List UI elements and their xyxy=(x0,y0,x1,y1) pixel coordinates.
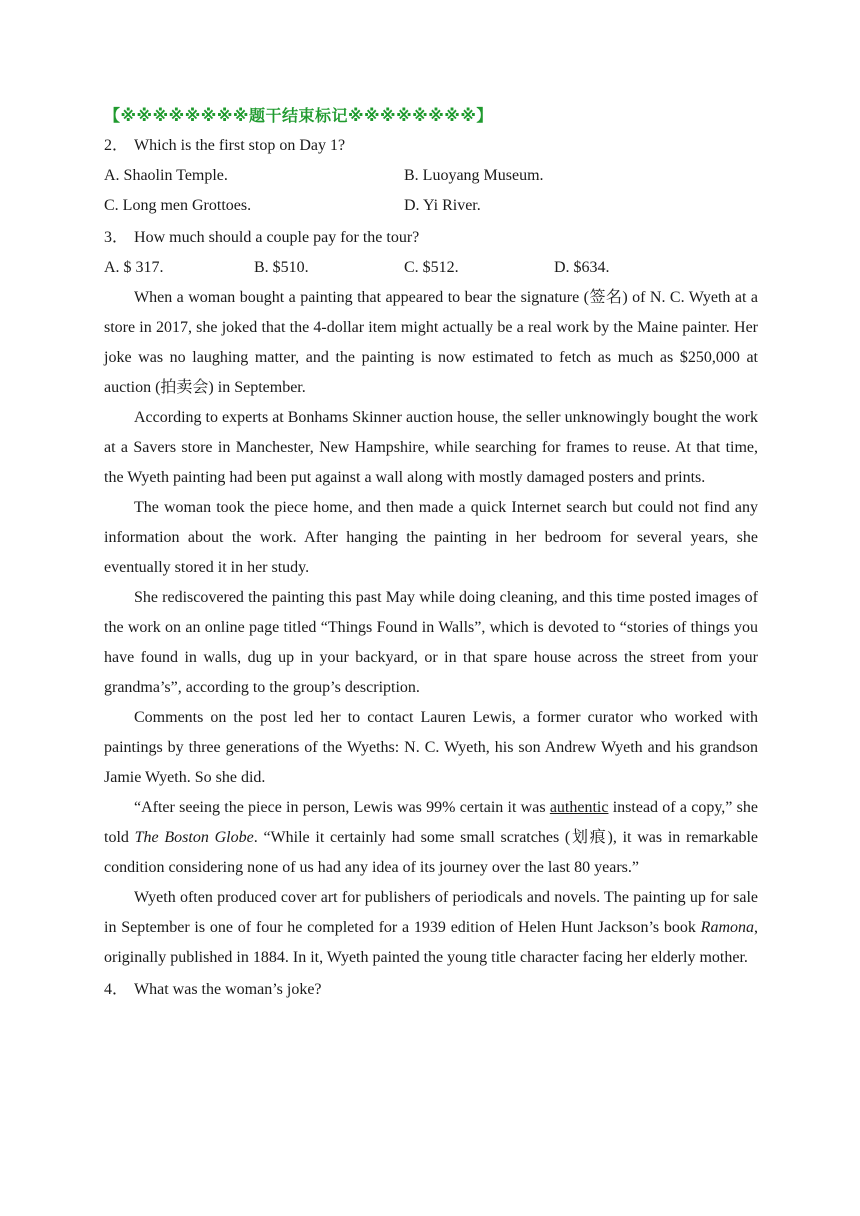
option-a: A. Shaolin Temple. xyxy=(104,167,228,184)
passage-paragraph-5: Comments on the post led her to contact Lauren Lewis, a former curator who worked with paintings by three generations of the Wyeths: N. C. Wyeth, his son Andrew Wyeth and his grandson Jamie Wyeth. So she did. xyxy=(104,709,758,786)
option-b: B. Luoyang Museum. xyxy=(404,167,544,184)
paragraph-7-text-a: Wyeth often produced cover art for publishers of periodicals and novels. The painting up for sale in September is one of four he completed for a 1939 edition of Helen Hunt Jackson’s book xyxy=(104,889,758,936)
book-title: Ramona xyxy=(700,919,754,936)
paragraph-6-text-b: instead of a copy,” she told xyxy=(104,799,758,846)
question-3 xyxy=(104,223,758,253)
option-b: B. $510. xyxy=(254,259,309,276)
question-2-options-row-1 xyxy=(104,161,758,191)
question-2-text: Which is the first stop on Day 1? xyxy=(134,137,346,154)
passage-paragraph-1: When a woman bought a painting that appeared to bear the signature (签名) of N. C. Wyeth at a store in 2017, she joked that the 4-dollar item might actually be a real work by the Maine painter. Her joke was no laughing matter, and the painting is now estimated to fetch as much as $250,000 at auction (拍卖会) in September. xyxy=(104,289,758,396)
newspaper-title: The Boston Globe xyxy=(134,829,254,846)
document-content xyxy=(104,103,758,1005)
question-3-options xyxy=(104,253,758,283)
option-c: C. $512. xyxy=(404,259,459,276)
paragraph-6-text-a: “After seeing the piece in person, Lewis was 99% certain it was xyxy=(134,799,550,816)
passage-paragraph-2: According to experts at Bonhams Skinner auction house, the seller unknowingly bought the work at a Savers store in Manchester, New Hampshire, while searching for frames to reuse. At that time, the Wyeth painting had been put against a wall along with mostly damaged posters and prints. xyxy=(104,409,758,486)
question-3-number: 3． xyxy=(104,229,129,246)
underlined-word-authentic: authentic xyxy=(549,799,609,816)
option-d: D. $634. xyxy=(554,259,610,276)
option-d: D. Yi River. xyxy=(404,197,481,214)
stem-end-marker: 【※※※※※※※※题干结束标记※※※※※※※※】 xyxy=(104,106,493,125)
passage-paragraph-7 xyxy=(104,883,758,973)
question-2 xyxy=(104,131,758,161)
question-4-number: 4． xyxy=(104,981,129,998)
question-4 xyxy=(104,975,758,1005)
passage-paragraph-3: The woman took the piece home, and then made a quick Internet search but could not find any information about the work. After hanging the painting in her bedroom for several years, she eventually stored it in her study. xyxy=(104,499,758,576)
passage-paragraph-4: She rediscovered the painting this past May while doing cleaning, and this time posted images of the work on an online page titled “Things Found in Walls”, which is devoted to “stories of things you have found in walls, dug up in your backyard, or in that spare house across the street from your grandma’s”, according to the group’s description. xyxy=(104,589,758,696)
passage-paragraph-6 xyxy=(104,793,758,883)
question-2-number: 2． xyxy=(104,137,129,154)
question-2-options-row-2 xyxy=(104,191,758,221)
question-4-text: What was the woman’s joke? xyxy=(134,981,322,998)
paragraph-6-text-c: . “While it certainly had some small scratches (划痕), it was in remarkable condition considering none of us had any idea of its journey over the last 80 years.” xyxy=(104,829,758,876)
question-3-text: How much should a couple pay for the tour? xyxy=(134,229,420,246)
option-c: C. Long men Grottoes. xyxy=(104,197,252,214)
paragraph-7-text-b: , originally published in 1884. In it, Wyeth painted the young title character facing her elderly mother. xyxy=(104,919,758,966)
option-a: A. $ 317. xyxy=(104,259,164,276)
